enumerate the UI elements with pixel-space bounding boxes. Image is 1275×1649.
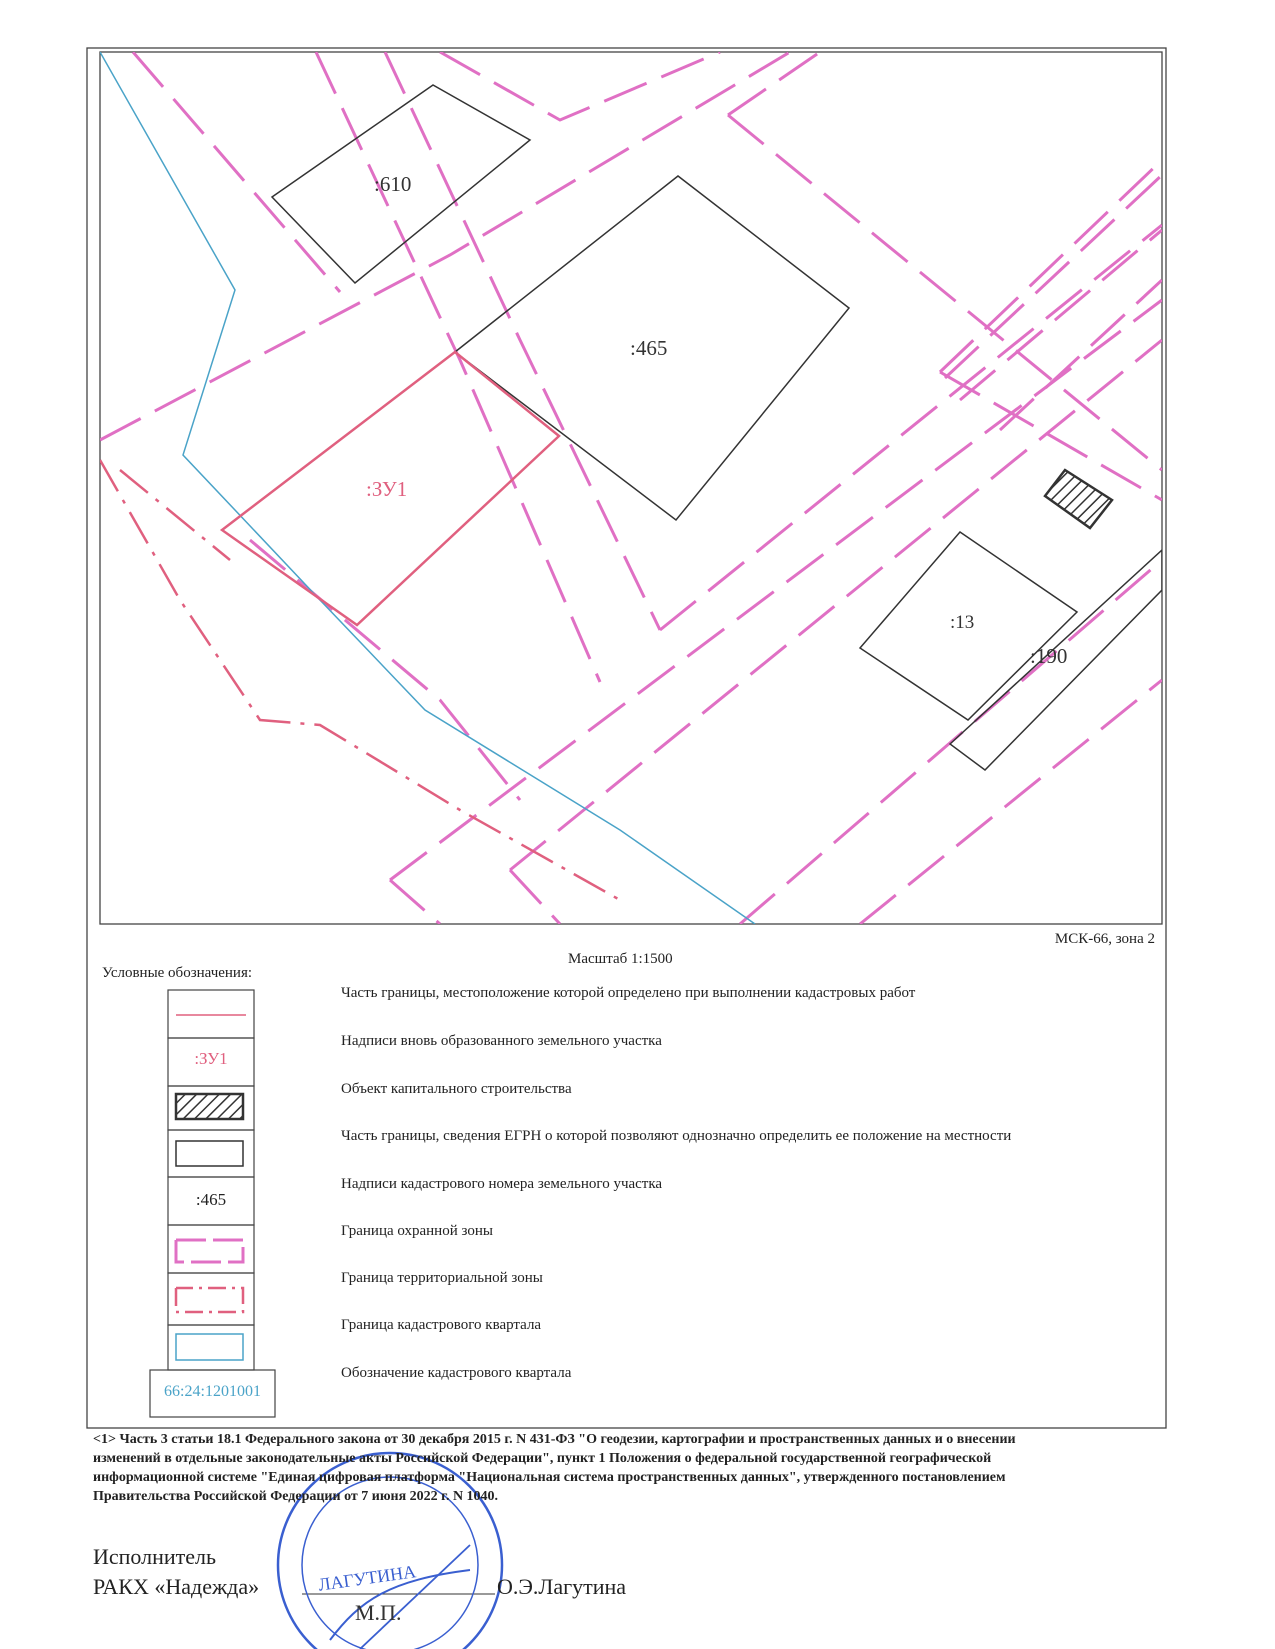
protection-zone-line xyxy=(940,160,1162,372)
footnote-line: <1> Часть 3 статьи 18.1 Федерального закона от 30 декабря 2015 г. N 431-ФЗ "О геодезии, картографии и пространственных данных и о внесении xyxy=(93,1432,1016,1447)
protection-zone-lines xyxy=(100,52,1162,924)
legend-item-text: Граница кадастрового квартала xyxy=(341,1317,542,1333)
footnote-line: Правительства Российской Федерации от 7 июня 2022 г. N 1040. xyxy=(93,1489,499,1504)
protection-zone-line xyxy=(390,300,1162,880)
legend-title: Условные обозначения: xyxy=(102,965,253,981)
legend-item-text: Часть границы, местоположение которой определено при выполнении кадастровых работ xyxy=(341,985,916,1001)
legend-sample-cadastral-label: :465 xyxy=(195,1190,227,1209)
territorial-zone-line xyxy=(100,460,620,900)
protection-zone-line xyxy=(390,880,440,924)
scale-label: Масштаб 1:1500 xyxy=(568,951,673,967)
new-parcel-label: :ЗУ1 xyxy=(366,477,408,501)
parcel-label: :190 xyxy=(1030,644,1068,668)
protection-zone-line xyxy=(316,52,600,682)
parcel-label: :13 xyxy=(950,612,975,633)
legend-sample-quarter-boundary xyxy=(176,1334,243,1360)
legend-item-text: Граница территориальной зоны xyxy=(341,1270,543,1286)
crs-label: МСК-66, зона 2 xyxy=(1054,931,1155,947)
protection-zone-line xyxy=(510,870,560,924)
legend-item-text: Обозначение кадастрового квартала xyxy=(341,1365,572,1381)
legend-sample-quarter-label: 66:24:1201001 xyxy=(164,1383,261,1400)
protection-zone-line xyxy=(728,115,1162,470)
executor-name: О.Э.Лагутина xyxy=(497,1574,627,1599)
protection-zone-line xyxy=(440,52,720,120)
territorial-zone-line xyxy=(120,470,230,560)
capital-building xyxy=(1045,470,1112,528)
quarter-boundary xyxy=(100,52,755,924)
parcel-label: :465 xyxy=(630,336,668,360)
legend-item-text: Объект капитального строительства xyxy=(341,1081,572,1097)
legend-sample-protection-zone xyxy=(176,1240,243,1262)
legend-item-text: Надписи кадастрового номера земельного участка xyxy=(341,1176,663,1192)
protection-zone-line xyxy=(940,372,1162,500)
legend-sample-territorial-zone xyxy=(176,1288,243,1312)
legend-item-text: Надписи вновь образованного земельного участка xyxy=(341,1033,662,1049)
legend-sample-existing-boundary xyxy=(176,1141,243,1166)
footnote-line: изменений в отдельные законодательные акты Российской Федерации", пункт 1 Положения о федеральной государственной географической xyxy=(93,1451,992,1466)
legend-sample-new-label: :ЗУ1 xyxy=(194,1049,228,1068)
executor-role: Исполнитель xyxy=(93,1544,217,1569)
protection-zone-line xyxy=(100,52,790,440)
outer-frame xyxy=(87,48,1166,1428)
territorial-zone-lines xyxy=(100,460,620,900)
map-frame xyxy=(100,52,1162,924)
protection-zone-line xyxy=(510,340,1162,870)
protection-zone-line xyxy=(1000,280,1162,430)
parcel-label: :610 xyxy=(374,172,412,196)
footnote-line: информационной системе "Единая цифровая платформа "Национальная система пространственных данных", утвержденного постановлением xyxy=(93,1470,1006,1485)
seal-mark: М.П. xyxy=(355,1600,402,1625)
legend-item-text: Часть границы, сведения ЕГРН о которой позволяют однозначно определить ее положение на местности xyxy=(341,1128,1012,1144)
footnote xyxy=(93,1430,1193,1506)
legend-sample-building xyxy=(176,1094,243,1119)
stamp-name: ЛАГУТИНА xyxy=(317,1561,418,1595)
protection-zone-line xyxy=(385,52,660,630)
protection-zone-line xyxy=(860,680,1162,924)
protection-zone-line xyxy=(660,225,1162,630)
protection-zone-line xyxy=(945,175,1162,378)
legend-item-text: Граница охранной зоны xyxy=(341,1223,493,1239)
executor-org: РАКХ «Надежда» xyxy=(93,1574,260,1599)
